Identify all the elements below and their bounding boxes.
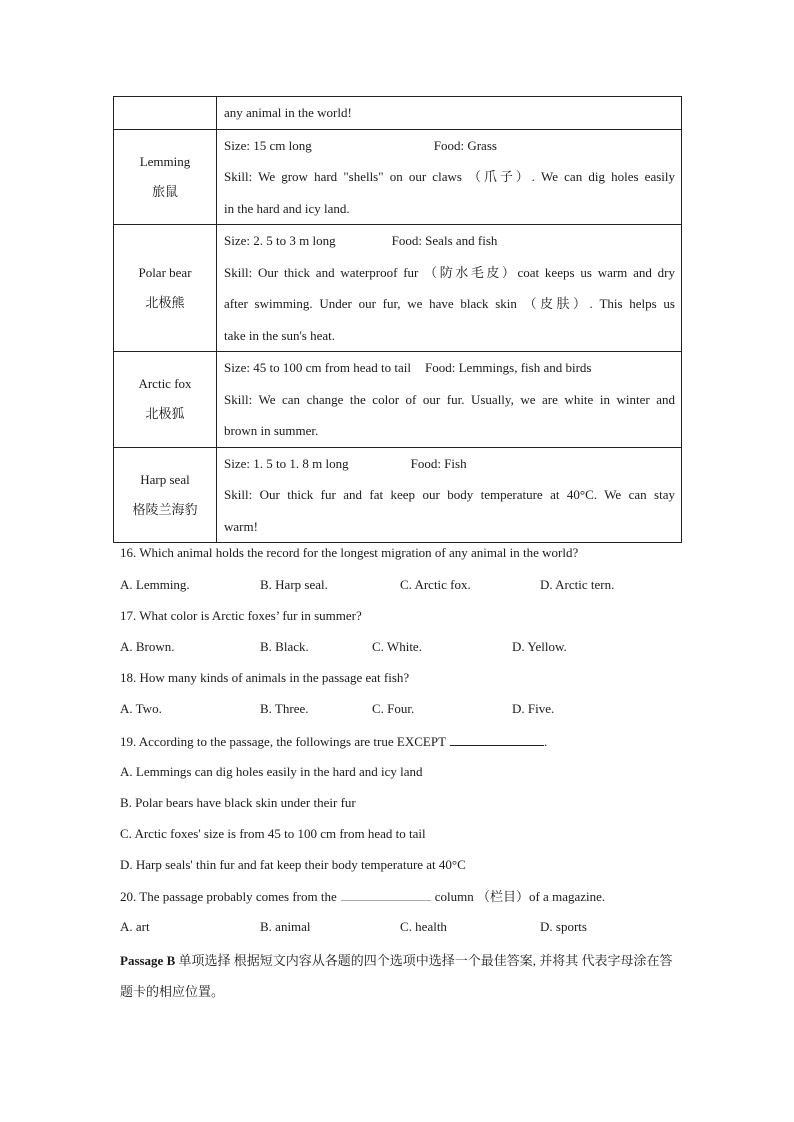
skill-line: in the hard and icy land. <box>224 200 350 216</box>
table-row <box>114 225 682 352</box>
animal-name-cn: 格陵兰海豹 <box>132 501 198 517</box>
option-a: A. art <box>120 919 150 934</box>
animal-name-cell <box>114 225 217 352</box>
option-b: B. Harp seal. <box>260 577 328 592</box>
option-c: C. Arctic foxes' size is from 45 to 100 cm from head to tail <box>120 826 426 841</box>
skill-line: take in the sun's heat. <box>224 327 336 343</box>
food-text: Food: Seals and fish <box>391 233 498 248</box>
skill-line: Skill: We can change the color of our fur. Usually, we are white in winter and <box>224 391 675 407</box>
question-20-tail: column （栏目）of a magazine. <box>434 889 606 904</box>
passage-b-title: Passage B <box>120 953 176 968</box>
question-17: 17. What color is Arctic foxes’ fur in summer? <box>120 608 362 623</box>
option-d: D. Arctic tern. <box>540 577 615 592</box>
option-b: B. animal <box>260 919 311 934</box>
animal-name-en: Lemming <box>139 153 191 169</box>
food-text: Food: Fish <box>410 455 467 471</box>
option-b: B. Polar bears have black skin under their fur <box>120 795 356 810</box>
option-c: C. Arctic fox. <box>400 577 471 592</box>
animal-name-en: Polar bear <box>138 265 192 280</box>
animal-name-cell <box>114 447 217 543</box>
answer-blank <box>450 733 544 746</box>
answer-blank <box>341 888 431 901</box>
skill-line: warm! <box>224 518 258 534</box>
size-text: Size: 45 to 100 cm from head to tail <box>224 360 412 375</box>
animal-desc-cell <box>217 225 682 352</box>
animal-name-cell <box>114 129 217 225</box>
skill-line: Skill: Our thick fur and fat keep our body temperature at 40°C. We can stay <box>224 487 675 502</box>
skill-line: Skill: Our thick and waterproof fur （防水毛皮）coat keeps us warm and dry <box>224 264 675 280</box>
animal-name-cell <box>114 352 217 448</box>
option-c: C. health <box>400 919 447 934</box>
animal-name-en: Harp seal <box>140 471 190 487</box>
question-18: 18. How many kinds of animals in the passage eat fish? <box>120 670 410 685</box>
table-row <box>114 352 682 448</box>
question-20-text: 20. The passage probably comes from the <box>120 889 337 904</box>
question-19 <box>120 733 547 750</box>
skill-line: after swimming. Under our fur, we have black skin （皮肤）. This helps us <box>224 296 675 311</box>
animal-name-cn: 北极熊 <box>145 295 185 310</box>
option-a: A. Brown. <box>120 639 175 654</box>
animal-name-cn: 旅鼠 <box>151 183 178 199</box>
size-text: Size: 15 cm long <box>224 137 312 153</box>
option-c: C. White. <box>372 639 422 654</box>
animal-desc-cell <box>217 447 682 543</box>
option-a: A. Lemmings can dig holes easily in the hard and icy land <box>120 764 423 779</box>
animal-desc-cell <box>217 97 682 130</box>
table-row <box>114 447 682 543</box>
table-row <box>114 129 682 225</box>
animal-name-en: Arctic fox <box>138 376 192 392</box>
size-food-line <box>224 352 675 384</box>
question-19-end: . <box>544 734 548 749</box>
size-text: Size: 1. 5 to 1. 8 m long <box>224 455 349 471</box>
food-text: Food: Lemmings, fish and birds <box>425 360 592 375</box>
desc-line: any animal in the world! <box>224 105 352 120</box>
question-19-text: 19. According to the passage, the followings are true EXCEPT <box>120 734 447 749</box>
food-text: Food: Grass <box>433 137 497 153</box>
option-d: D. sports <box>540 919 587 934</box>
skill-line: Skill: We grow hard "shells" on our claws （爪子）. We can dig holes easily <box>224 169 675 184</box>
option-b: B. Black. <box>260 639 309 654</box>
size-text: Size: 2. 5 to 3 m long <box>224 233 336 248</box>
option-b: B. Three. <box>260 701 309 716</box>
option-d: D. Harp seals' thin fur and fat keep their body temperature at 40°C <box>120 857 466 872</box>
passage-b-instruction: 单项选择 根据短文内容从各题的四个选项中选择一个最佳答案, 并将其 代表字母涂在答题卡的相应位置。 <box>120 953 673 999</box>
question-16: 16. Which animal holds the record for the longest migration of any animal in the world? <box>120 545 579 560</box>
option-d: D. Yellow. <box>512 639 567 654</box>
size-food-line <box>224 225 675 257</box>
passage-b-heading <box>120 945 680 1007</box>
size-food-line <box>224 130 675 162</box>
size-food-line <box>224 448 675 480</box>
option-a: A. Two. <box>120 701 162 716</box>
animal-info-table <box>113 96 682 543</box>
option-a: A. Lemming. <box>120 577 190 592</box>
question-20 <box>120 888 605 905</box>
skill-line: brown in summer. <box>224 423 319 438</box>
table-row <box>114 97 682 130</box>
animal-name-cell <box>114 97 217 130</box>
option-c: C. Four. <box>372 701 415 716</box>
option-d: D. Five. <box>512 701 555 716</box>
animal-name-cn: 北极狐 <box>145 406 185 422</box>
animal-desc-cell <box>217 129 682 225</box>
animal-desc-cell <box>217 352 682 448</box>
